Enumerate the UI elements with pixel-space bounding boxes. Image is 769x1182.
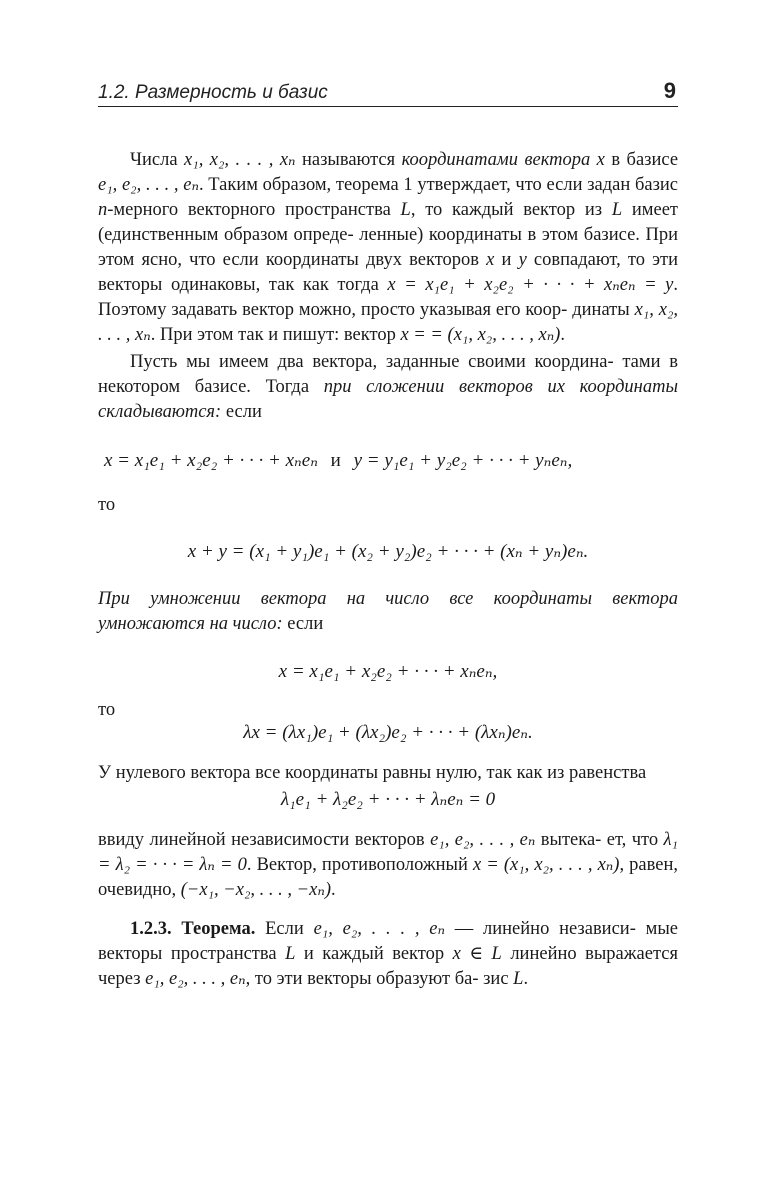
connector-to: то: [98, 495, 116, 515]
formula-linear-combination-zero: λ₁e₁ + λ₂e₂ + · · · + λₙeₙ = 0: [280, 789, 496, 810]
math-inline: L: [611, 200, 623, 220]
math-inline: L: [513, 969, 524, 989]
math-inline: x = (x₁, x₂, . . . , xₙ): [472, 855, 620, 875]
math-inline: x₁, x₂, . . . , xₙ: [98, 300, 678, 345]
paragraph-addition: Пусть мы имеем два вектора, заданные своими координа- тами в некотором базисе. Тогда при сложении векторов их координаты складываются: если: [98, 352, 678, 422]
running-header: [98, 78, 678, 107]
formula-x-expansion: x = x₁e₁ + x₂e₂ + · · · + xₙeₙ,: [278, 661, 498, 682]
paragraph-opposite-vector: ввиду линейной независимости векторов e₁, e₂, . . . , eₙ вытека- ет, что λ₁ = λ₂ = · · · = λₙ = 0. Вектор, противоположный x = (x₁, x₂, . . . , xₙ), равен, очевидно, (−x₁, −x₂, . . . , −xₙ).: [98, 830, 679, 900]
rule-emphasis: умножаются на число:: [98, 614, 283, 634]
formula-sum: x + y = (x₁ + y₁)e₁ + (x₂ + y₂)e₂ + · · · + (xₙ + yₙ)eₙ.: [187, 541, 589, 562]
connector-to: то: [98, 700, 116, 720]
theorem-label: 1.2.3. Теорема.: [130, 919, 256, 939]
page-content: [98, 148, 678, 992]
math-inline: λ₁ = λ₂ = · · · = λₙ = 0: [98, 830, 678, 875]
rule-emphasis: При умножении вектора на число все координаты вектора: [98, 589, 678, 609]
paragraph-coordinates: Числа x₁, x₂, . . . , xₙ называются координатами вектора x в базисе e₁, e₂, . . . , eₙ. Таким образом, теорема 1 утверждает, что если задан базис n-мерного векторного пространства L, то каждый вектор из L имеет (единственным образом опреде- ленные) координаты в этом базисе. При этом ясно, что если координаты двух векторов x и y совпадают, то эти векторы одинаковы, так как тогда x = x₁e₁ + x₂e₂ + · · · + xₙeₙ = y. Поэтому задавать вектор можно, просто указывая его коор- динаты x₁, x₂, . . . , xₙ. При этом так и пишут: вектор x = = (x₁, x₂, . . . , xₙ).: [98, 150, 679, 345]
page-number: 9: [663, 78, 676, 103]
math-inline: (−x₁, −x₂, . . . , −xₙ): [180, 880, 332, 900]
paragraph-scalar-multiplication: При умножении вектора на число все координаты вектора умножаются на число: если: [98, 589, 678, 634]
section-title: 1.2. Размерность и базис: [98, 82, 328, 103]
math-inline: L: [400, 200, 411, 220]
term-emphasis: координатами вектора x: [401, 150, 605, 170]
math-inline: = (x₁, x₂, . . . , xₙ): [430, 325, 561, 345]
math-inline: L: [285, 944, 296, 964]
rule-emphasis: при сложении векторов их: [323, 377, 565, 397]
math-inline: e₁, e₂, . . . , eₙ: [430, 830, 536, 850]
formula-scalar-product: λx = (λx₁)e₁ + (λx₂)e₂ + · · · + (λxₙ)eₙ.: [243, 722, 533, 743]
math-inline: x: [486, 250, 495, 270]
theorem-1-2-3: 1.2.3. Теорема. Если e₁, e₂, . . . , eₙ — линейно независи- мые векторы пространства L и каждый вектор x ∈ L линейно выражается через e₁, e₂, . . . , eₙ, то эти векторы образуют ба- зис L.: [98, 919, 678, 989]
math-inline: x = x₁e₁ + x₂e₂ + · · · + xₙeₙ = y: [387, 275, 674, 295]
math-inline: x₁, x₂, . . . , xₙ: [184, 150, 296, 170]
math-inline: y: [518, 250, 527, 270]
math-inline: e₁, e₂, . . . , eₙ: [313, 919, 445, 939]
math-inline: e₁, e₂, . . . , eₙ: [145, 969, 246, 989]
rule-emphasis: координаты складываются:: [98, 377, 678, 422]
math-inline: x =: [400, 325, 426, 345]
paragraph-zero-vector: У нулевого вектора все координаты равны нулю, так как из равенства: [98, 763, 647, 783]
math-inline: x ∈ L: [452, 944, 502, 964]
math-inline: e₁, e₂, . . . , eₙ: [98, 175, 199, 195]
formula-vectors-xy: x = x₁e₁ + x₂e₂ + · · · + xₙeₙ и y = y₁e₁ + y₂e₂ + · · · + yₙeₙ,: [104, 450, 573, 471]
math-inline: n: [98, 200, 108, 220]
